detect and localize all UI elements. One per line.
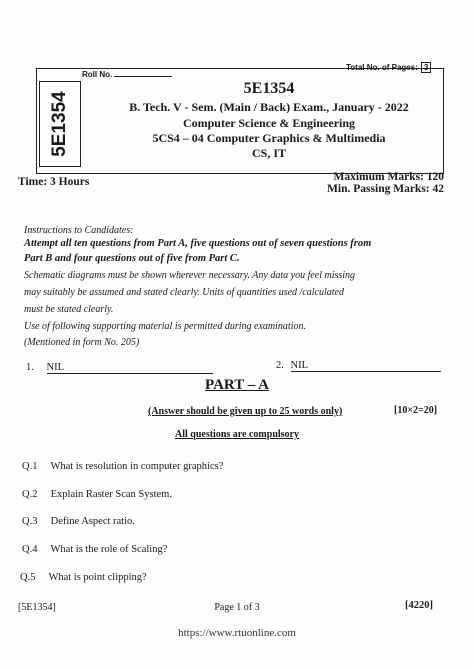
material-item-1-field	[47, 362, 213, 374]
material-item-1-number: 1.	[26, 362, 34, 373]
material-item-2-text: NIL	[290, 360, 308, 371]
question-number: Q.2	[22, 489, 38, 500]
maximum-marks: Maximum Marks: 120	[333, 171, 444, 183]
paper-code: 5E1354	[243, 80, 295, 97]
material-item-2-number: 2.	[276, 360, 284, 371]
instruction-line-6: Use of following supporting material is permitted during examination.	[24, 321, 306, 332]
compulsory-note: All questions are compulsory	[175, 429, 299, 440]
exam-duration: Time: 3 Hours	[18, 176, 90, 188]
question-item	[22, 461, 223, 472]
roll-number-label: Roll No.	[82, 70, 113, 79]
footer-paper-code: [5E1354]	[18, 602, 56, 613]
branch-line: Computer Science & Engineering	[182, 116, 356, 130]
question-item	[22, 489, 172, 500]
instruction-line-5: must be stated clearly.	[24, 304, 114, 315]
roll-number-blank	[114, 76, 172, 77]
total-pages-value: 3	[421, 62, 431, 73]
total-pages-label: Total No. of Pages:	[346, 63, 418, 72]
question-text: What is resolution in computer graphics?	[50, 461, 224, 472]
part-a-marks: [10×2=20]	[394, 405, 438, 416]
question-number: Q.4	[22, 544, 38, 555]
answer-length-note: (Answer should be given up to 25 words only)	[148, 406, 343, 417]
source-url[interactable]: https://www.rtuonline.com	[178, 627, 296, 639]
instructions-heading: Instructions to Candidates:	[24, 225, 134, 236]
material-item-2-field	[291, 360, 441, 372]
question-number: Q.5	[20, 572, 36, 583]
stream-line: CS, IT	[251, 146, 286, 160]
roll-number-field	[82, 70, 172, 79]
question-text: What is point clipping?	[48, 572, 147, 583]
instruction-line-4: may suitably be assumed and stated clearly. Units of quantities used /calculated	[24, 287, 344, 298]
question-text: Define Aspect ratio.	[50, 516, 135, 527]
part-a-title: PART – A	[205, 377, 269, 393]
min-passing-marks: Min. Passing Marks: 42	[327, 183, 444, 195]
question-item	[20, 572, 147, 583]
instruction-line-3: Schematic diagrams must be shown wherever necessary. Any data you feel missing	[24, 270, 356, 281]
instruction-line-7: (Mentioned in form No. 205)	[24, 337, 140, 348]
material-item-1	[26, 362, 213, 374]
question-number: Q.3	[22, 516, 38, 527]
page-number: Page 1 of 3	[214, 602, 260, 613]
subject-line: 5CS4 – 04 Computer Graphics & Multimedia	[152, 131, 386, 145]
question-text: Explain Raster Scan System.	[50, 489, 172, 500]
question-item	[22, 516, 135, 527]
question-text: What is the role of Scaling?	[50, 544, 168, 555]
side-code-container	[36, 82, 84, 166]
footer-reference: [4220]	[405, 600, 433, 611]
marks-block	[327, 171, 444, 195]
question-item	[22, 544, 167, 555]
total-pages	[346, 62, 431, 73]
instruction-line-1: Attempt all ten questions from Part A, five questions out of seven questions from	[24, 238, 372, 249]
material-item-2	[276, 360, 441, 372]
side-code-box	[39, 81, 81, 167]
side-paper-code: 5E1354	[49, 91, 71, 157]
exam-line: B. Tech. V - Sem. (Main / Back) Exam., January - 2022	[129, 100, 409, 114]
instruction-line-2: Part B and four questions out of five from Part C.	[24, 253, 240, 264]
question-number: Q.1	[22, 461, 38, 472]
material-item-1-text: NIL	[46, 362, 64, 373]
